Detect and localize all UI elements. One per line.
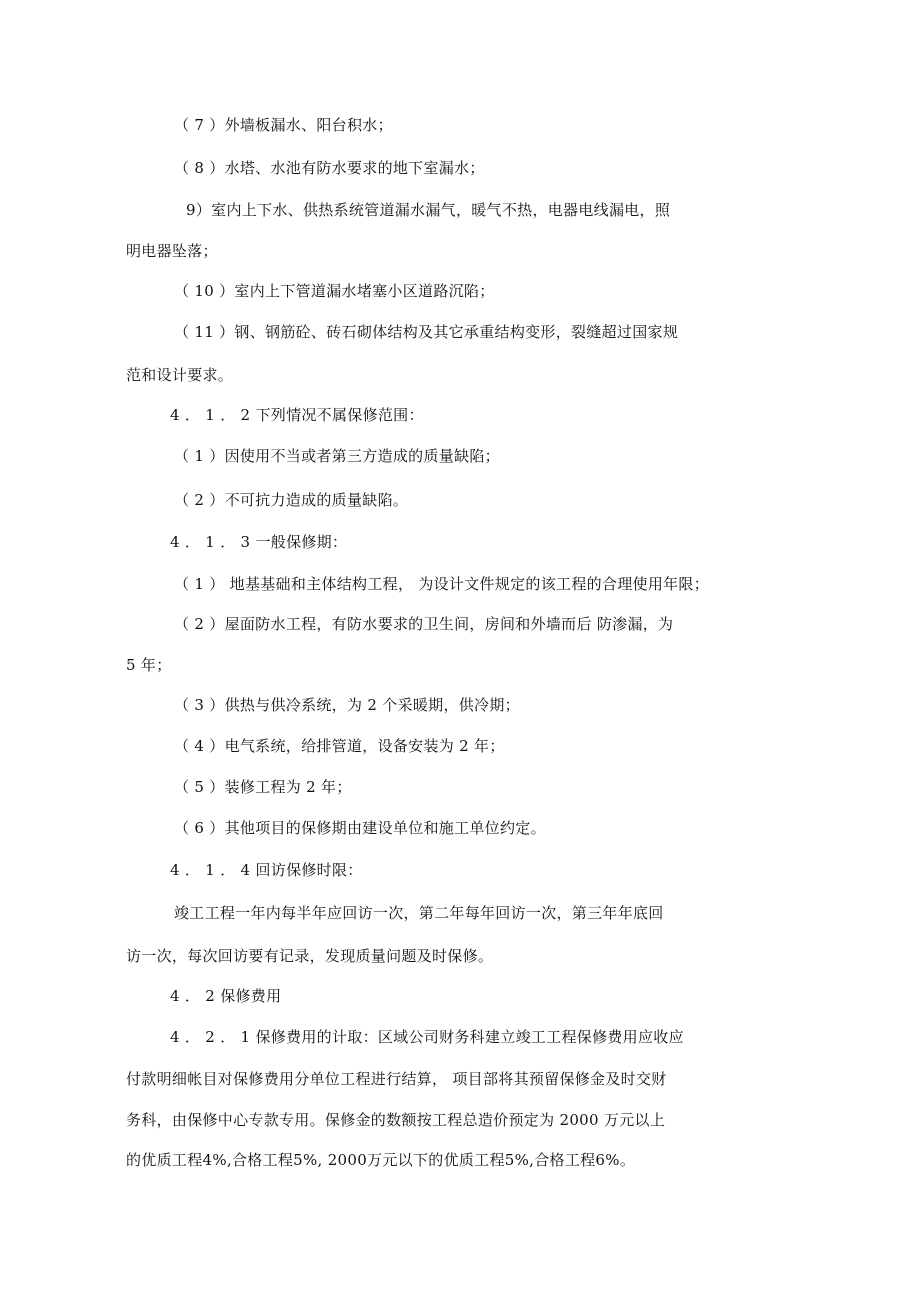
text-line: （ 4 ）电气系统，给排管道，设备安装为 2 年； [174, 737, 505, 755]
text-line: （ 1 ）因使用不当或者第三方造成的质量缺陷； [174, 447, 500, 465]
text-line: （ 3 ）供热与供冷系统，为 2 个采暖期，供冷期； [174, 696, 520, 714]
text-line: （ 2 ）屋面防水工程，有防水要求的卫生间，房间和外墙而后 防渗漏，为 [174, 615, 674, 633]
text-line: 竣工工程一年内每半年应回访一次，第二年每年回访一次，第三年年底回 [174, 904, 664, 922]
text-line: 务科，由保修中心专款专用。保修金的数额按工程总造价预定为 2000 万元以上 [126, 1111, 666, 1129]
text-line: 付款明细帐目对保修费用分单位工程进行结算， 项目部将其预留保修金及时交财 [126, 1070, 667, 1088]
text-line: 9）室内上下水、供热系统管道漏水漏气，暖气不热，电器电线漏电，照 [186, 201, 671, 219]
section-heading: 4 ． 1 ． 4 回访保修时限： [170, 861, 363, 879]
text-line: （ 6 ）其他项目的保修期由建设单位和施工单位约定。 [174, 819, 546, 837]
text-line: （ 8 ）水塔、水池有防水要求的地下室漏水； [174, 159, 485, 177]
text-line: （ 1 ） 地基基础和主体结构工程， 为设计文件规定的该工程的合理使用年限； [174, 575, 710, 593]
text-line: （ 5 ）装修工程为 2 年； [174, 778, 352, 796]
text-line: （ 7 ）外墙板漏水、阳台积水； [174, 116, 393, 134]
text-line: 范和设计要求。 [126, 366, 234, 384]
text-line: 的优质工程4%,合格工程5%, 2000万元以下的优质工程5%,合格工程6%。 [126, 1151, 636, 1169]
section-heading: 4 ． 1 ． 2 下列情况不属保修范围： [170, 406, 424, 424]
section-heading: 4 ． 2 ． 1 保修费用的计取：区域公司财务科建立竣工工程保修费用应收应 [170, 1028, 684, 1046]
text-line: （ 11 ）钢、钢筋砼、砖石砌体结构及其它承重结构变形，裂缝超过国家规 [174, 323, 679, 341]
text-line: 明电器坠落； [126, 242, 218, 260]
text-line: 5 年； [126, 656, 172, 674]
text-line: （ 2 ）不可抗力造成的质量缺陷。 [174, 491, 409, 509]
text-line: （ 10 ）室内上下管道漏水堵塞小区道路沉陷； [174, 282, 495, 300]
section-heading: 4 ． 2 保修费用 [170, 987, 282, 1005]
text-line: 访一次，每次回访要有记录，发现质量问题及时保修。 [126, 947, 494, 965]
section-heading: 4 ． 1 ． 3 一般保修期： [170, 533, 348, 551]
